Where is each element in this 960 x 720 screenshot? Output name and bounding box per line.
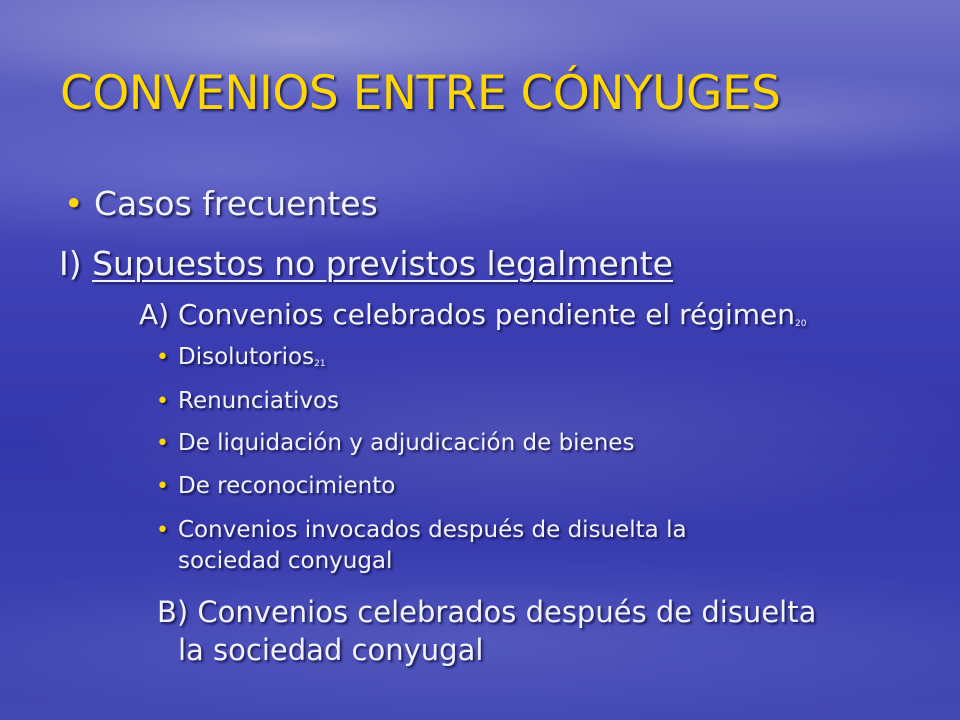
sub-heading-a-label: A) Convenios celebrados pendiente el régimen <box>139 298 796 331</box>
bullet-icon: • <box>156 431 169 456</box>
section-1-title: Supuestos no previstos legalmente <box>92 244 673 283</box>
sub-heading-b <box>157 593 816 669</box>
list-item <box>156 344 326 370</box>
section-1-prefix: I) <box>59 244 82 283</box>
main-bullet-label: Casos frecuentes <box>93 184 378 223</box>
list-item <box>156 515 687 577</box>
bullet-icon: • <box>156 518 169 543</box>
list-item-label: De liquidación y adjudicación de bienes <box>178 430 635 456</box>
list-item-label: Renunciativos <box>178 388 340 414</box>
list-item-label: Disolutorios <box>178 344 315 370</box>
sub-heading-a-ref: 20 <box>795 319 807 329</box>
sub-heading-b-line2: la sociedad conyugal <box>178 633 484 667</box>
list-item-ref: 21 <box>314 359 326 369</box>
slide-title: CONVENIOS ENTRE CÓNYUGES <box>60 66 781 121</box>
sub-heading-a <box>139 298 806 331</box>
bullet-icon: • <box>64 184 84 223</box>
list-item-label: De reconocimiento <box>178 473 396 499</box>
list-item-label-line1: Convenios invocados después de disuelta la <box>178 517 687 543</box>
bullet-icon: • <box>156 389 169 414</box>
list-item <box>156 473 395 499</box>
main-bullet-item <box>64 184 378 223</box>
list-item <box>156 388 339 414</box>
bullet-icon: • <box>156 474 169 499</box>
list-item-label-line2: sociedad conyugal <box>178 548 393 574</box>
section-1-heading <box>59 244 673 283</box>
bullet-icon: • <box>156 345 169 370</box>
sub-heading-b-line1: B) Convenios celebrados después de disuelta <box>157 595 817 629</box>
list-item <box>156 430 634 456</box>
